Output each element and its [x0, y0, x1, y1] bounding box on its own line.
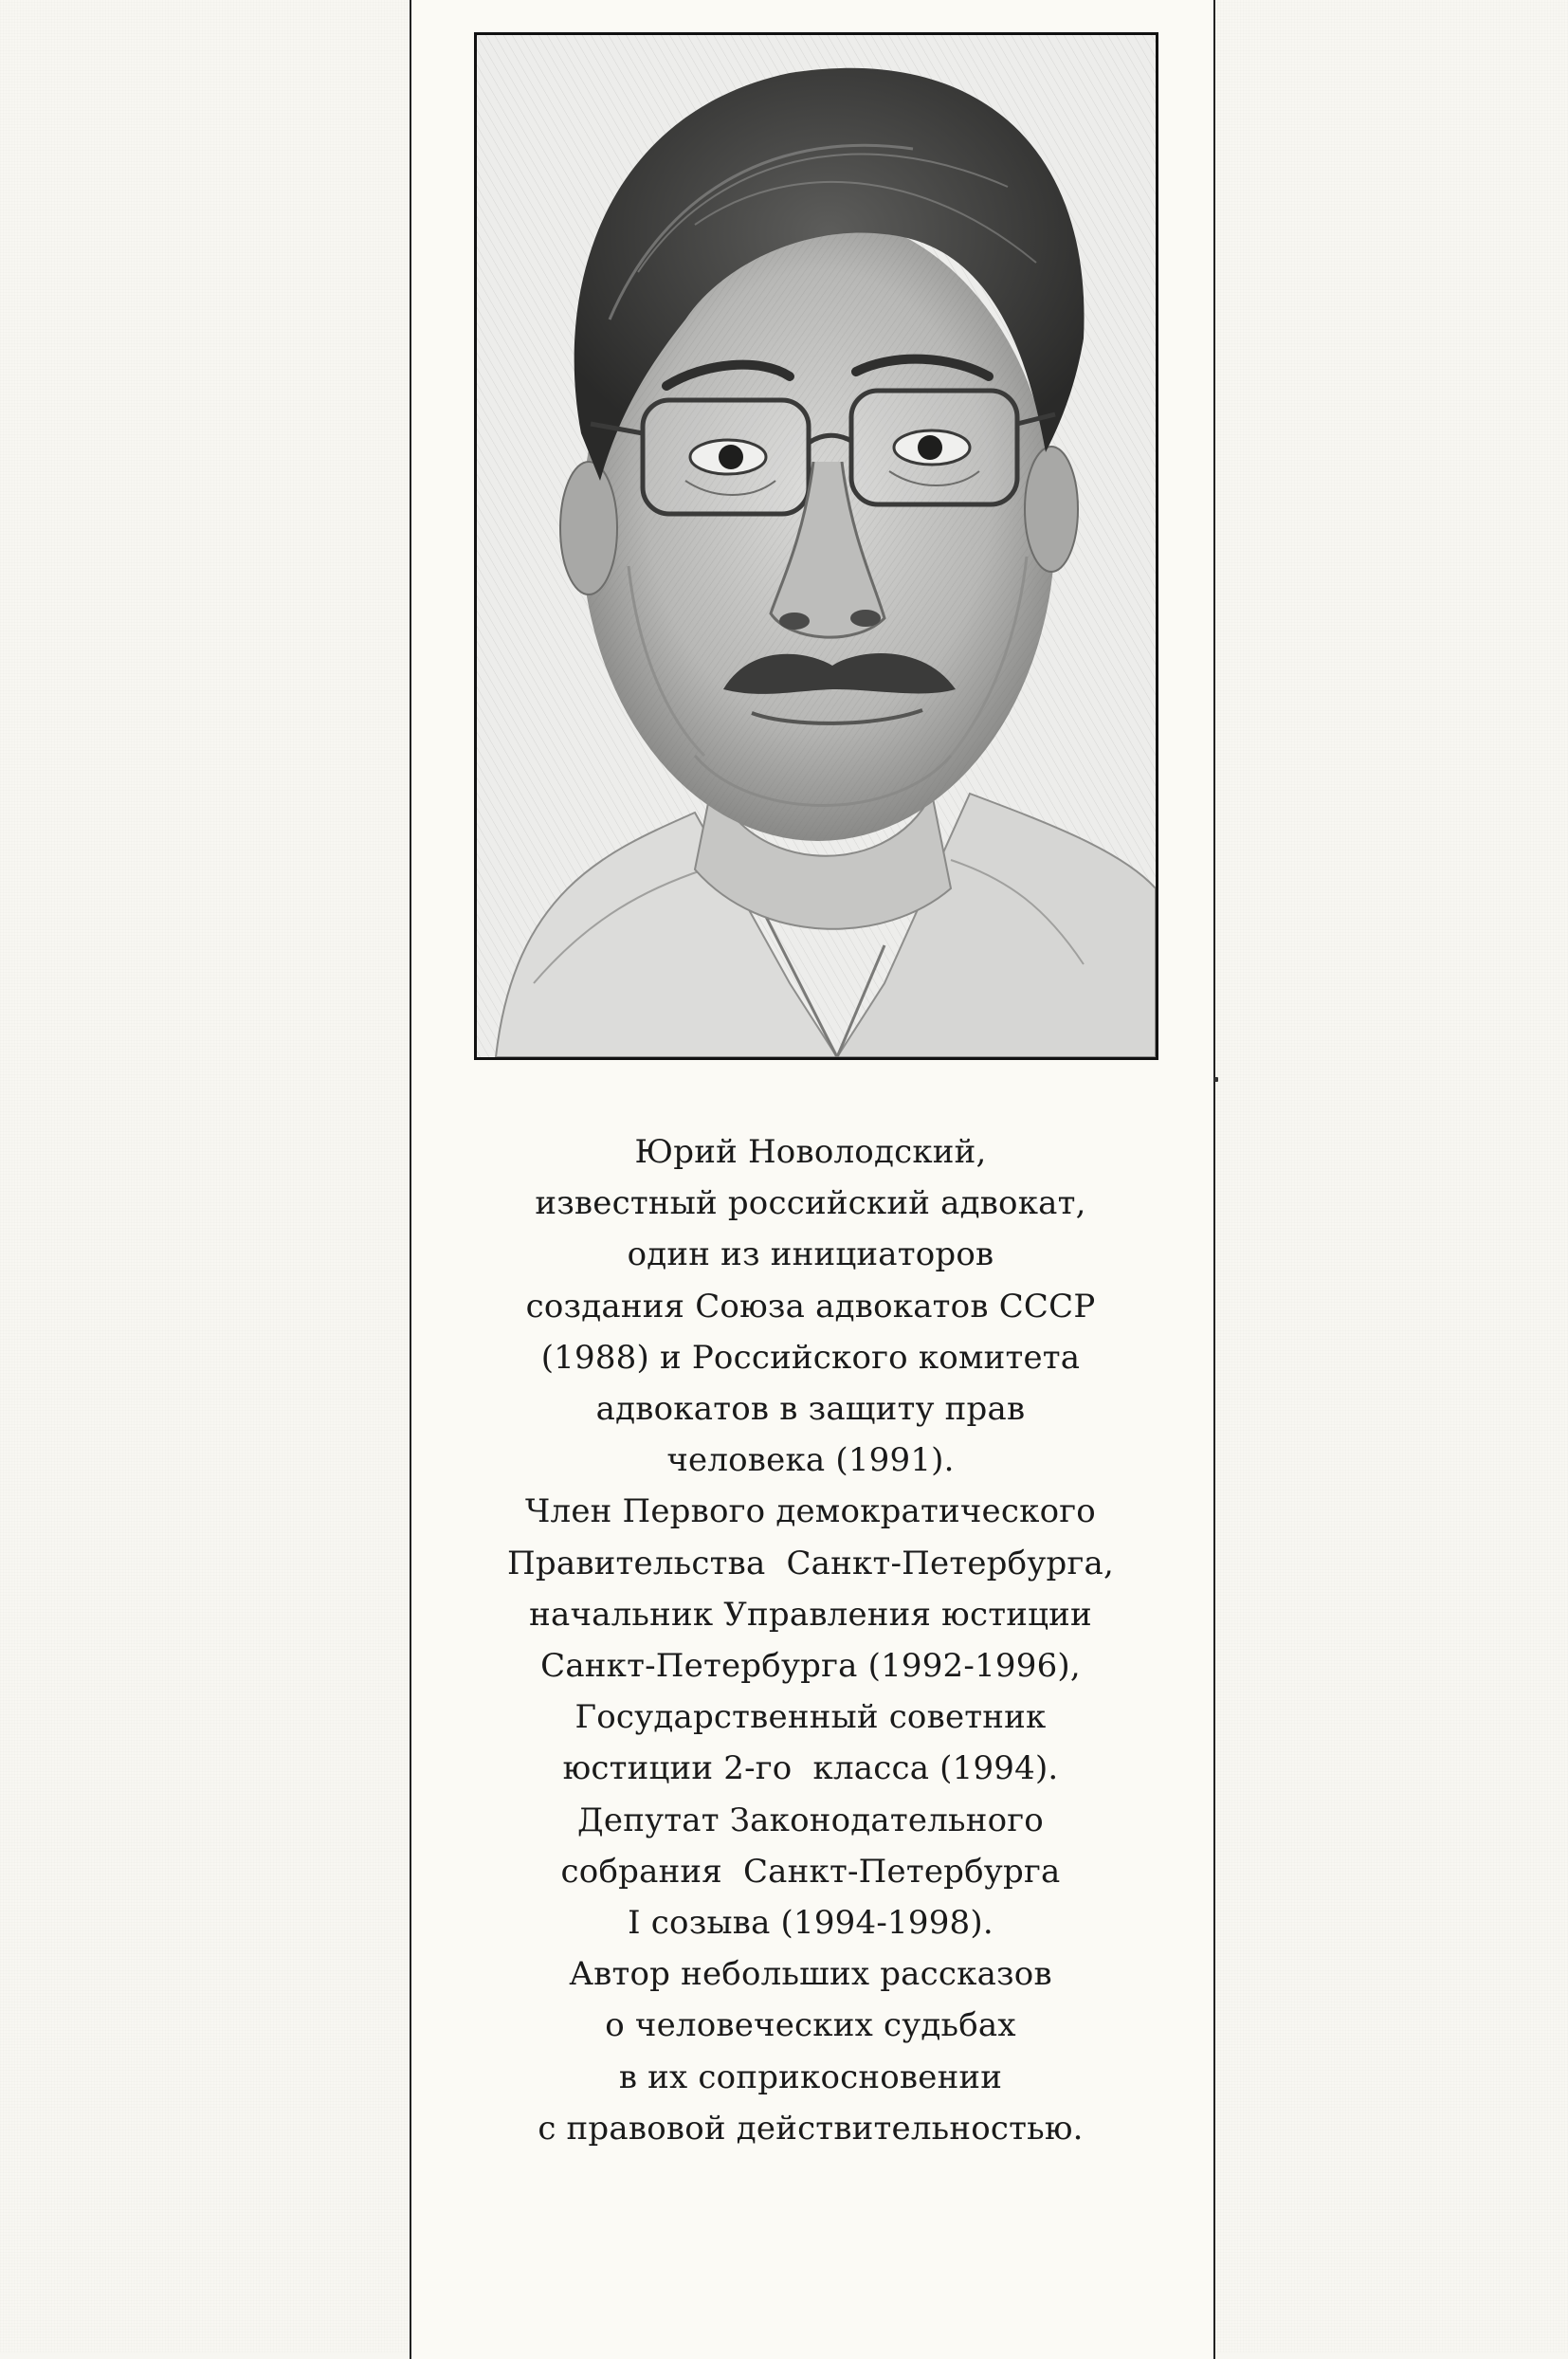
bio-line: юстиции 2-го класса (1994).: [562, 1749, 1059, 1788]
bio-line: создания Союза адвокатов СССР: [525, 1287, 1096, 1326]
bio-line: Депутат Законодательного: [577, 1801, 1044, 1839]
bio-line: Правительства Санкт-Петербурга,: [507, 1544, 1114, 1582]
bio-line: адвокатов в защиту прав: [595, 1390, 1026, 1429]
bio-line: Автор небольших рассказов: [569, 1955, 1052, 1994]
bio-line: известный российский адвокат,: [535, 1184, 1086, 1223]
bio-line: I созыва (1994-1998).: [628, 1904, 994, 1943]
print-speck: [1214, 1077, 1218, 1082]
bio-line: собрания Санкт-Петербурга: [560, 1852, 1061, 1891]
author-portrait: [474, 32, 1158, 1060]
bio-line: Государственный советник: [574, 1698, 1047, 1737]
author-bio: [417, 1126, 1204, 2154]
bio-line: в их соприкосновении: [618, 2057, 1003, 2096]
portrait-drawing: [477, 35, 1156, 1057]
bio-line: о человеческих судьбах: [605, 2006, 1016, 2045]
bio-line: с правовой действительностью.: [538, 2109, 1084, 2148]
bio-line: Санкт-Петербурга (1992-1996),: [540, 1647, 1081, 1686]
bio-line: Юрий Новолодский,: [634, 1133, 987, 1171]
bio-line: человека (1991).: [666, 1441, 955, 1480]
bio-line: Член Первого демократического: [525, 1492, 1096, 1531]
bio-line: один из инициаторов: [627, 1235, 994, 1274]
bio-line: начальник Управления юстиции: [529, 1595, 1092, 1634]
bio-line: (1988) и Российского комитета: [540, 1338, 1081, 1377]
